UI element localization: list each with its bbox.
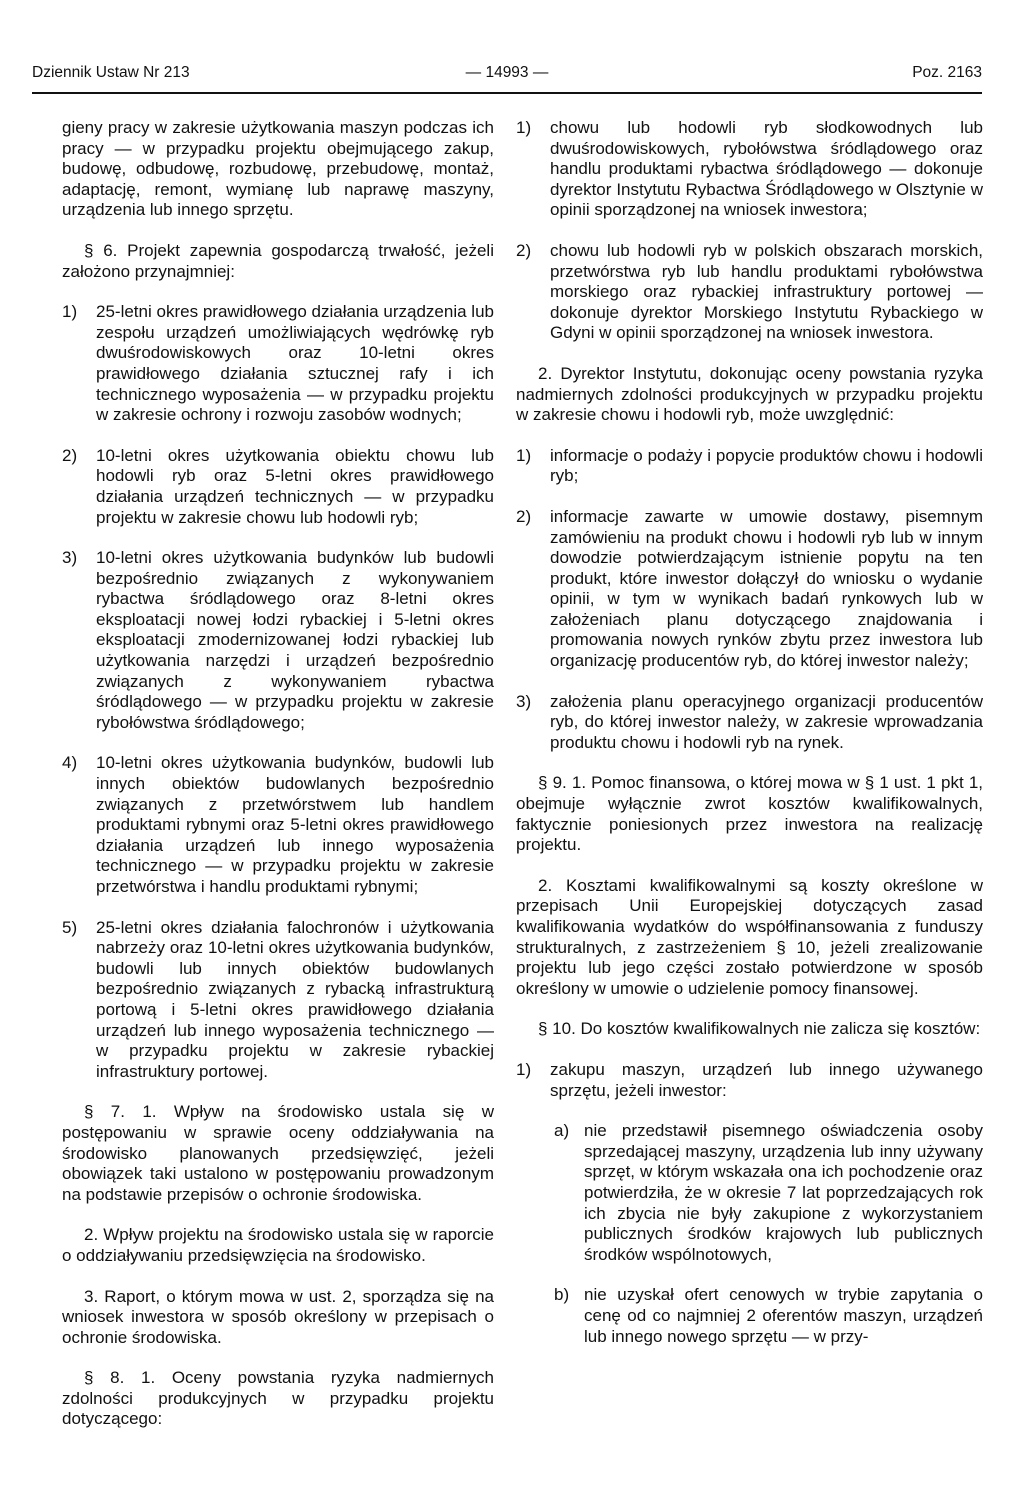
list-item — [516, 118, 983, 221]
item-text: informacje o podaży i popycie produktów chowu i hodowli ryb; — [550, 445, 983, 486]
intro-paragraph: gieny pracy w zakresie użytkowania maszyn podczas ich pracy — w przypadku projektu obejmującego zakup, budowę, odbudowę, rozbudowę, przebudowę, montaż, adaptację, remont, wymianę lub naprawę maszyny, urządzenia lub innego sprzętu. — [62, 118, 494, 220]
list-item — [62, 302, 494, 426]
item-number: 1) — [516, 118, 532, 137]
item-number: 2) — [516, 506, 532, 526]
list-item — [516, 1060, 983, 1101]
list-item — [62, 446, 494, 528]
sub-list-item — [554, 1121, 983, 1265]
item-text: 10-letni okres użytkowania budynków, budowli lub innych obiektów budowlanych bezpośrednio związanych z przetwórstwem lub handlem produktami rybnymi oraz 5-letni okres prawidłowego działania urządzeń lub innego wyposażenia technicznego — w przypadku projektu w zakresie przetwórstwa i handlu produktami rybnymi; — [96, 753, 494, 896]
item-number: 1) — [62, 302, 78, 322]
list-item — [516, 692, 983, 754]
page-number: — 14993 — — [465, 64, 549, 81]
section-7-3-paragraph: 3. Raport, o którym mowa w ust. 2, sporządza się na wniosek inwestora w sposób określony w przepisach o ochronie środowiska. — [62, 1286, 494, 1347]
item-number: 1) — [516, 1059, 532, 1079]
section-7-1-paragraph: § 7. 1. Wpływ na środowisko ustala się w postępowaniu w sprawie oceny oddziaływania na środowisko planowanych przedsięwzięć, jeżeli obowiązek taki ustalono w postępowaniu prowadzonym na podstawie przepisów o ochronie środowiska. — [62, 1102, 494, 1204]
list-item — [516, 446, 983, 487]
list-item — [516, 507, 983, 672]
section-9-2-paragraph: 2. Kosztami kwalifikowalnymi są koszty określone w przepisach Unii Europejskiej dotyczących zasad kwalifikowania wydatków do współfinansowania z funduszy strukturalnych, z zastrzeżeniem § 10, jeżeli zrealizowanie projektu lub jego części zostało potwierdzone w sposób określony w umowie o udzielenie pomocy finansowej. — [516, 875, 983, 998]
item-text: chowu lub hodowli ryb słodkowodnych lub dwuśrodowiskowych, rybołówstwa śródlądowego oraz handlu produktami rybactwa śródlądowego — dokonuje dyrektor Instytutu Rybactwa Śródlądowego w Olsztynie w opinii sporządzonej na wniosek inwestora; — [550, 118, 983, 220]
position-number: Poz. 2163 — [912, 64, 982, 81]
item-text: informacje zawarte w umowie dostawy, pisemnym zamówieniu na produkt chowu i hodowli ryb lub w innym dowodzie potwierdzającym istnienie popytu na ten produkt, które inwestor dołączył do wniosku o wydanie opinii, w tym w wynikach badań rynkowych lub w założeniach planu dotyczącego znajdowania i promowania nowych rynków zbytu przez inwestora lub organizację producentów ryb, do której inwestor należy; — [550, 506, 983, 671]
item-text: zakupu maszyn, urządzeń lub innego używanego sprzętu, jeżeli inwestor: — [550, 1059, 983, 1100]
list-item — [62, 918, 494, 1083]
sub-item-text: nie uzyskał ofert cenowych w trybie zapytania o cenę od co najmniej 2 oferentów maszyn, urządzeń lub innego nowego sprzętu — w przy- — [584, 1285, 983, 1346]
sub-item-text: nie przedstawił pisemnego oświadczenia osoby sprzedającej maszyny, urządzenia lub inny używany sprzęt, w którym wskazała ona ich pochodzenie oraz potwierdziła, że w okresie 7 lat poprzedzających rok ich zbycia nie były zakupione z wykorzystaniem publicznych środków krajowych lub publicznych środków wspólnotowych, — [584, 1121, 983, 1264]
item-text: 25-letni okres prawidłowego działania urządzenia lub zespołu urządzeń umożliwiających wędrówkę ryb dwuśrodowiskowych oraz 10-letni okres prawidłowego działania sztucznej rafy i ich technicznego wyposażenia — w przypadku projektu w zakresie ochrony i rozwoju zasobów wodnych; — [96, 302, 494, 425]
list-item — [516, 241, 983, 344]
item-text: 25-letni okres działania falochronów i użytkowania nabrzeży oraz 10-letni okres użytkowania budynków, budowli lub innych obiektów budowlanych bezpośrednio związanych z rybacką infrastrukturą portową i 5-letni okres prawidłowego działania urządzeń lub innego wyposażenia technicznego — w przypadku projektu w zakresie rybackiej infrastruktury portowej. — [96, 917, 494, 1081]
item-number: 5) — [62, 917, 78, 937]
item-number: 4) — [62, 753, 78, 773]
section-6-paragraph: § 6. Projekt zapewnia gospodarczą trwałość, jeżeli założono przynajmniej: — [62, 240, 494, 281]
sub-item-letter: a) — [554, 1121, 570, 1141]
section-8-1-paragraph: § 8. 1. Oceny powstania ryzyka nadmiernych zdolności produkcyjnych w przypadku projektu dotyczącego: — [62, 1368, 494, 1429]
section-10-paragraph: § 10. Do kosztów kwalifikowalnych nie zalicza się kosztów: — [538, 1019, 981, 1039]
item-number: 3) — [516, 691, 532, 711]
section-7-2-paragraph: 2. Wpływ projektu na środowisko ustala się w raporcie o oddziaływaniu przedsięwzięcia na środowisko. — [62, 1225, 494, 1265]
section-8-2-paragraph: 2. Dyrektor Instytutu, dokonując oceny powstania ryzyka nadmiernych zdolności produkcyjnych w przypadku projektu w zakresie chowu i hodowli ryb, może uwzględnić: — [516, 363, 983, 425]
item-text: 10-letni okres użytkowania budynków lub budowli bezpośrednio związanych z wykonywaniem rybactwa śródlądowego oraz 8-letni okres eksploatacji nowej łodzi rybackiej i 5-letni okres eksploatacji zmodernizowanej łodzi rybackiej lub użytkowania narzędzi i urządzeń bezpośrednio związanych z wykonywaniem rybactwa śródlądowego — w przypadku projektu w zakresie rybołówstwa śródlądowego; — [96, 548, 494, 732]
item-number: 1) — [516, 445, 532, 465]
journal-title: Dziennik Ustaw Nr 213 — [32, 64, 190, 81]
right-column — [516, 118, 983, 1367]
left-column — [62, 118, 494, 1450]
section-9-1-paragraph: § 9. 1. Pomoc finansowa, o której mowa w § 1 ust. 1 pkt 1, obejmuje wyłącznie zwrot kosztów kwalifikowalnych, faktycznie poniesionych przez inwestora na realizację projektu. — [516, 773, 983, 855]
item-number: 3) — [62, 548, 78, 568]
item-text: chowu lub hodowli ryb w polskich obszarach morskich, przetwórstwa ryb lub handlu produktami rybołówstwa morskiego oraz rybackiej infrastruktury portowej — dokonuje dyrektor Morskiego Instytutu Rybackiego w Gdyni w opinii sporządzonej na wniosek inwestora. — [550, 240, 983, 343]
list-item — [62, 548, 494, 733]
item-text: założenia planu operacyjnego organizacji producentów ryb, do której inwestor należy, w zakresie wprowadzania produktu chowu i hodowli ryb na rynek. — [550, 691, 983, 752]
list-item — [62, 753, 494, 897]
page-header — [32, 64, 982, 94]
item-number: 2) — [516, 240, 532, 260]
sub-item-letter: b) — [554, 1285, 570, 1305]
item-text: 10-letni okres użytkowania obiektu chowu lub hodowli ryb oraz 5-letni okres prawidłowego działania urządzeń technicznych — w przypadku projektu w zakresie chowu lub hodowli ryb; — [96, 445, 494, 527]
sub-list-item — [554, 1285, 983, 1347]
item-number: 2) — [62, 445, 78, 465]
